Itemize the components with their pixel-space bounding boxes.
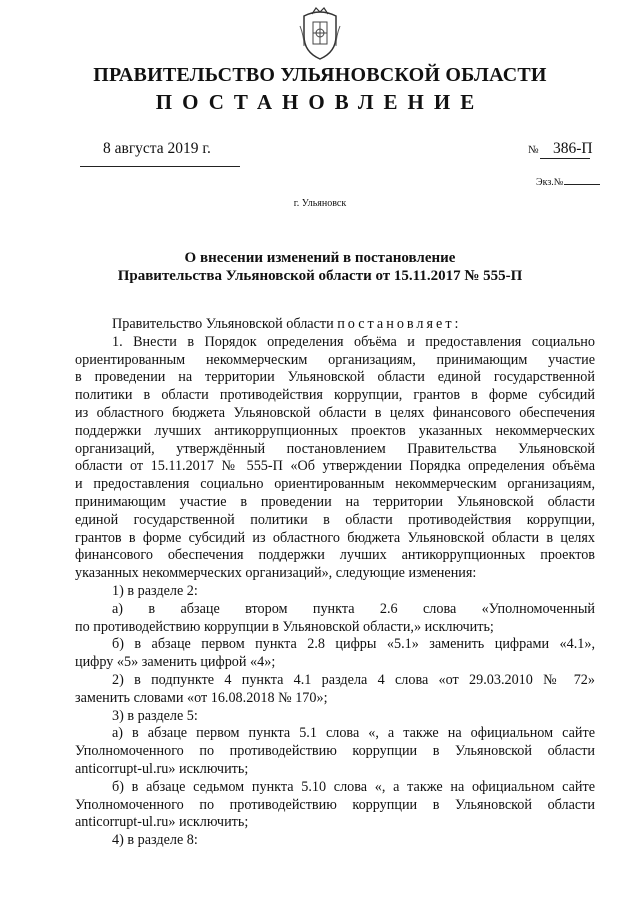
- document-number: 386-П: [553, 140, 593, 157]
- intro-paragraph: Правительство Ульяновской области постановляет:: [112, 316, 462, 332]
- body-line: из областного бюджета Ульяновской области в целях финансового обеспечения: [75, 404, 595, 421]
- date-underline: [80, 166, 240, 167]
- coat-of-arms-icon: [296, 6, 344, 62]
- body-line: ориентированным некоммерческим организациям, принимающим участие: [75, 351, 595, 368]
- body-line: единой государственной политики в области противодействия коррупции,: [75, 511, 595, 528]
- body-line: по противодействию коррупции в Ульяновской области,» исключить;: [75, 618, 494, 635]
- body-line: заменить словами «от 16.08.2018 № 170»;: [75, 689, 328, 706]
- body-line: anticorrupt-ul.ru» исключить;: [75, 814, 249, 831]
- city: г. Ульяновск: [293, 198, 347, 209]
- body-line: в проведении на территории Ульяновской области единой государственной: [75, 369, 595, 386]
- body-line: 1. Внести в Порядок определения объёма и предоставления социально: [112, 333, 595, 350]
- section-item: 4) в разделе 8:: [112, 832, 198, 849]
- body-line: б) в абзаце седьмом пункта 5.10 слова «, а также на официальном сайте: [112, 778, 595, 795]
- body-line: и предоставления социально ориентированным некоммерческим организациям,: [75, 476, 595, 493]
- body-line: грантов в форме субсидий из областного бюджета Ульяновской области в целях: [75, 529, 595, 546]
- section-item: 3) в разделе 5:: [112, 707, 198, 724]
- document-title: [0, 249, 640, 285]
- body-line: Уполномоченного по противодействию коррупции в Ульяновской области: [75, 743, 595, 760]
- body-line: области от 15.11.2017 № 555-П «Об утверждении Порядка определения объёма: [75, 458, 595, 475]
- body-line: финансового обеспечения поддержки лучших антикоррупционных проектов: [75, 547, 595, 564]
- body-line: указанных некоммерческих организаций», следующие изменения:: [75, 565, 477, 582]
- document-date: 8 августа 2019 г.: [103, 140, 211, 157]
- government-heading: ПРАВИТЕЛЬСТВО УЛЬЯНОВСКОЙ ОБЛАСТИ: [93, 64, 547, 86]
- title-line: О внесении изменений в постановление: [184, 250, 456, 266]
- body-line: anticorrupt-ul.ru» исключить;: [75, 760, 249, 777]
- document-type-heading: ПОСТАНОВЛЕНИЕ: [155, 90, 485, 114]
- body-line: цифру «5» заменить цифрой «4»;: [75, 654, 276, 671]
- number-underline: [540, 158, 590, 159]
- body-line: б) в абзаце первом пункта 2.8 цифры «5.1» заменить цифрами «4.1»,: [112, 636, 595, 653]
- copy-number-field: Экз.№: [536, 177, 600, 188]
- body-line: 2) в подпункте 4 пункта 4.1 раздела 4 слова «от 29.03.2010 № 72»: [112, 671, 595, 688]
- document-body: [75, 316, 595, 850]
- body-line: а) в абзаце втором пункта 2.6 слова «Уполномоченный: [112, 600, 595, 617]
- body-line: Уполномоченного по противодействию коррупции в Ульяновской области: [75, 796, 595, 813]
- body-line: политики в области противодействия коррупции, грантов в форме субсидий: [75, 387, 595, 404]
- body-line: принимающим участие в проведении на территории Ульяновской области: [75, 493, 595, 510]
- title-line: Правительства Ульяновской области от 15.11.2017 № 555-П: [117, 268, 523, 284]
- body-line: а) в абзаце первом пункта 5.1 слова «, а также на официальном сайте: [112, 725, 595, 742]
- section-item: 1) в разделе 2:: [112, 582, 198, 599]
- body-line: поддержки лучших антикоррупционных проектов указанных некоммерческих: [75, 422, 595, 439]
- body-line: организаций, утверждённый постановлением Правительства Ульяновской: [75, 440, 595, 457]
- number-sign: №: [528, 144, 539, 156]
